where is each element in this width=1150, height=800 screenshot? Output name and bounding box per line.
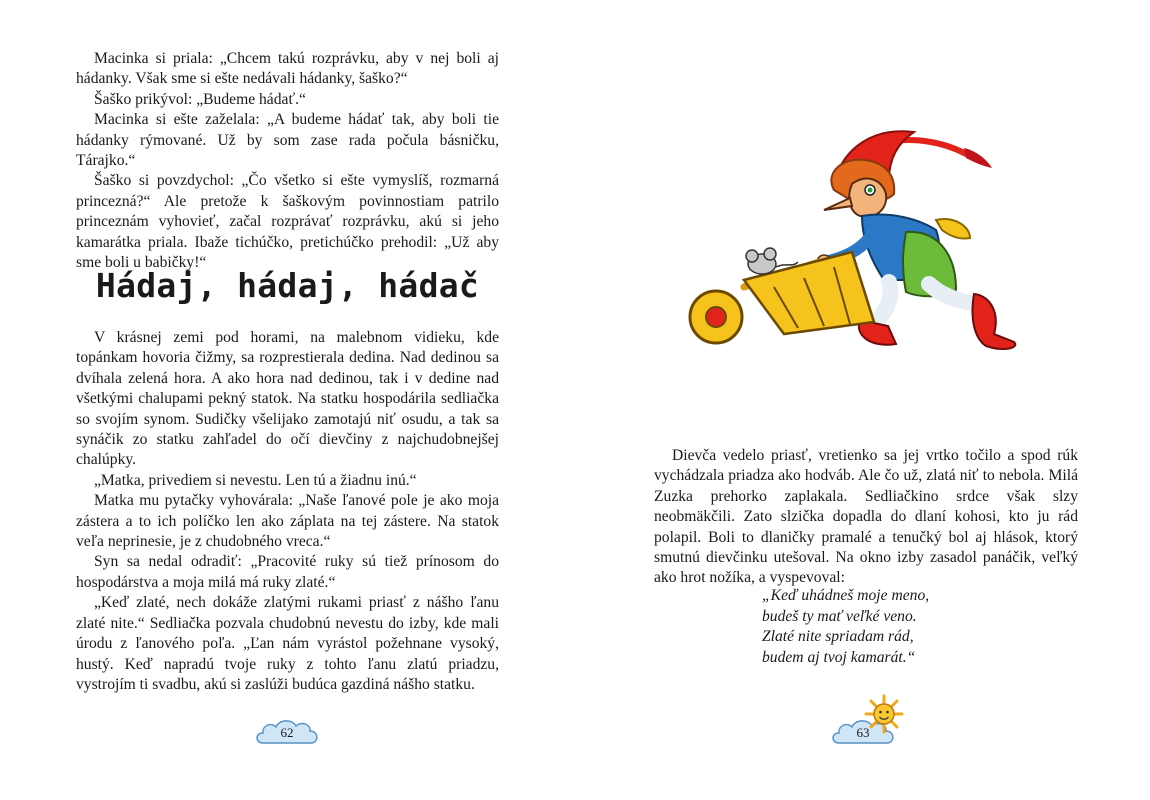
gnome-with-wheelbarrow-illustration xyxy=(674,112,1034,362)
paragraph: „Matka, privediem si nevestu. Len tú a žiadnu inú.“ xyxy=(94,471,417,489)
poem-line: budem aj tvoj kamarát.“ xyxy=(762,648,916,666)
paragraph: V krásnej zemi pod horami, na malebnom vidieku, kde topánkam hovoria čižmy, sa rozprestierala dedina. Nad dedinou sa dvíhala zelená hora. A ako hora nad dedinou, tak i v dedine nad všetkými chalupami pekný statok. Na statku hospodárila sedliačka so svojím synom. Sudičky všelijako zamotajú niť osudu, a tak sa synáčik zo statku zahľadel do očí dievčiny z najchudobnejšej chalúpky. xyxy=(76,329,499,469)
page-number: 63 xyxy=(856,725,870,740)
poem-line: Zlaté nite spriadam rád, xyxy=(762,628,914,646)
paragraph: Macinka si ešte zaželala: „A budeme hádať tak, aby boli tie hádanky rýmované. Už by som zase rada počula básničku, Tárajko.“ xyxy=(76,111,499,170)
story-text xyxy=(654,446,1078,589)
paragraph: Matka mu pytačky vyhovárala: „Naše ľanové pole je ako moja zástera a to ich políčko len ako záplata na tej zástere. Na statok veľa neprinesie, je z chudobného vreca.“ xyxy=(76,492,499,551)
paragraph: Macinka si priala: „Chcem takú rozprávku, aby v nej boli aj hádanky. Však sme si ešte nedávali hádanky, šaško?“ xyxy=(76,50,499,88)
paragraph: Syn sa nedal odradiť: „Pracovité ruky sú tiež prínosom do hospodárstva a moja milá má ruky zlaté.“ xyxy=(76,553,499,591)
poem-line: „Keď uhádneš moje meno, xyxy=(762,587,930,604)
poem-line: budeš ty mať veľké veno. xyxy=(762,607,917,625)
page-number-badge xyxy=(253,716,321,750)
paragraph: „Keď zlaté, nech dokáže zlatými rukami priasť z nášho ľanu zlaté nite.“ Sedliačka pozvala chudobnú nevestu do izby, kde mali úrodu z ľanového poľa. „Ľan nám vyrástol požehnane vysoký, hustý. Keď napradú tvoje ruky z tohto ľanu zlatú priadzu, vystrojím ti svadbu, akú si zaslúži budúca gazdiná nášho statku. xyxy=(76,594,499,693)
paragraph: Šaško si povzdychol: „Čo všetko si ešte vymyslíš, rozmarná princezná?“ Ale pretože k šaškovým povinnostiam patrilo princeznám vyhovieť, začal rozprávať rozprávku, akú si jeho kamarátka priala. Ibaže tichúčko, pretichúčko prehodil: „Už aby sme boli u babičky!“ xyxy=(76,172,499,272)
paragraph: Dievča vedelo priasť, vretienko sa jej vrtko točilo a spod rúk vychádzala priadza ako hodváb. Ale čo už, zlatá niť to nebola. Milá Zuzka prehorko zaplakala. Sedliačkino srdce však slzy neobmäkčili. Zato slzička dopadla do dlaní kohosi, kto ju rád polapil. Boli to dlaničky pramalé a tenučký bol aj hlások, ktorý smutnú dievčinku utešoval. Na okno izby zasadol panáčik, veľký ako hrot nožíka, a vyspevoval: xyxy=(654,447,1078,587)
chapter-title: Hádaj, hádaj, hádač xyxy=(95,266,480,305)
story-text xyxy=(76,328,499,695)
intro-text xyxy=(76,49,499,273)
poem xyxy=(762,586,1082,668)
paragraph: Šaško prikývol: „Budeme hádať.“ xyxy=(94,90,306,108)
page-number: 62 xyxy=(280,725,294,740)
sun-icon xyxy=(864,694,904,734)
